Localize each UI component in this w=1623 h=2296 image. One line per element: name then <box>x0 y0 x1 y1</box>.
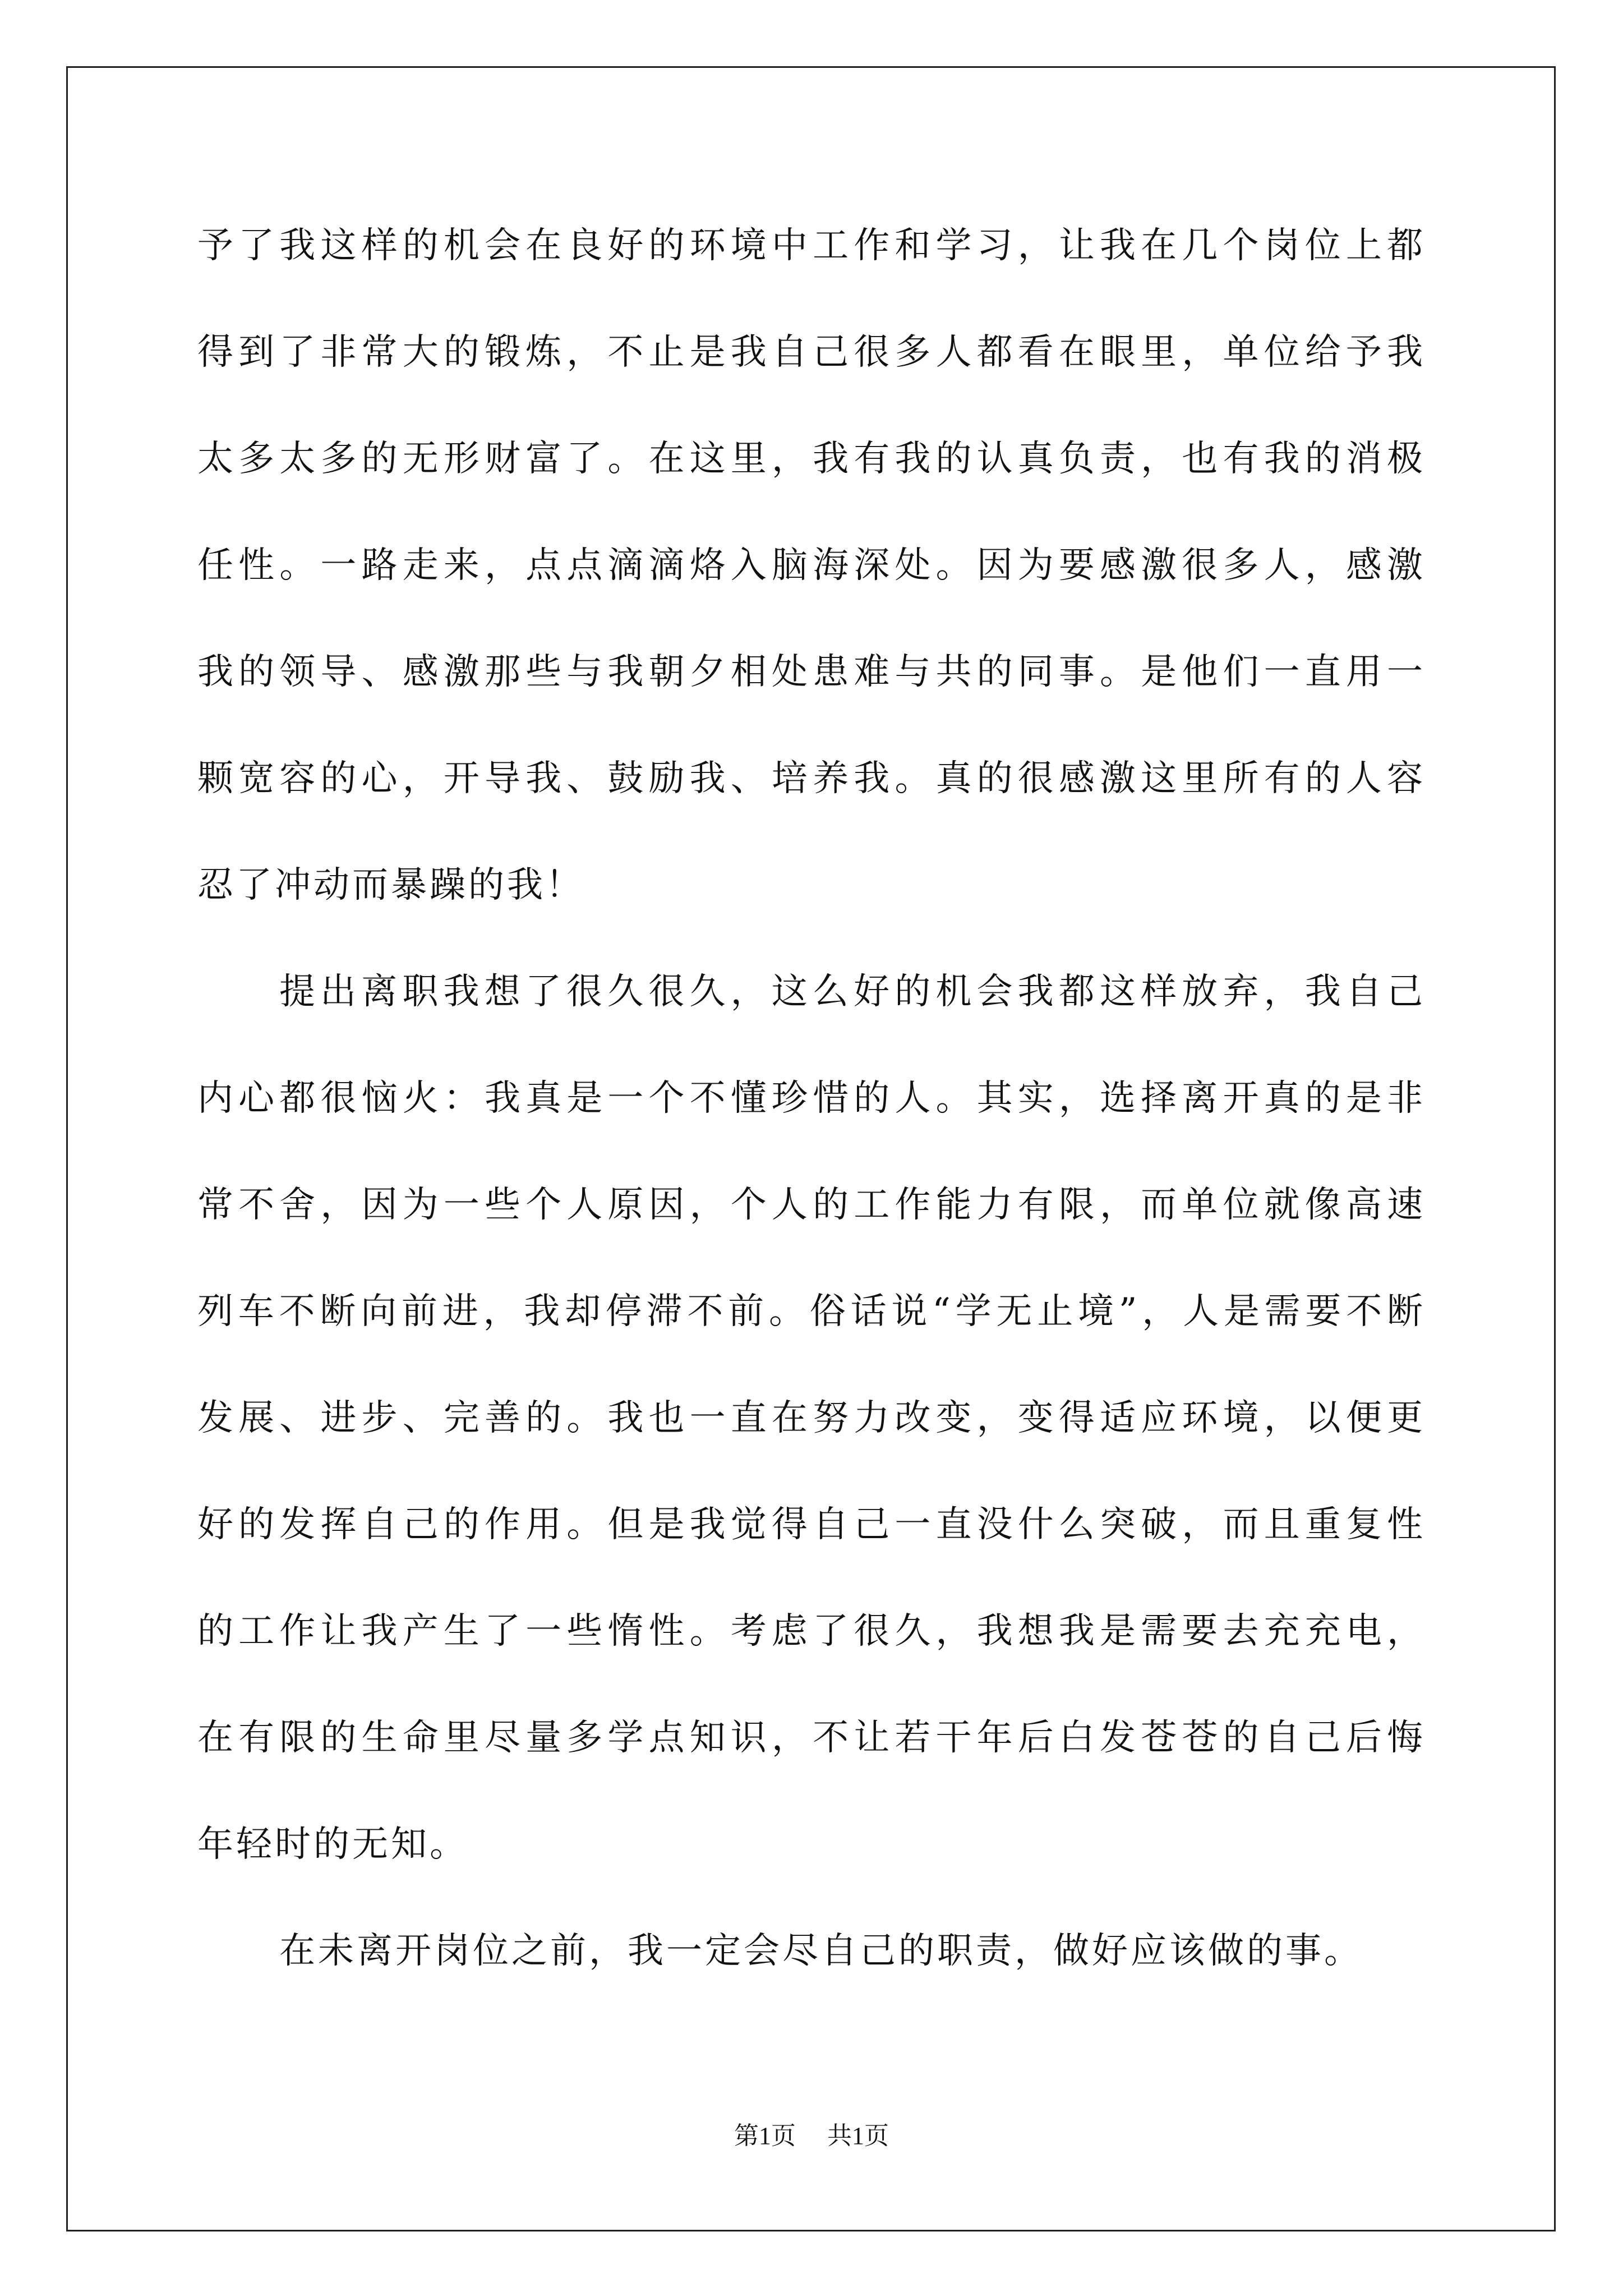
page-number: 第1页 <box>734 2122 796 2150</box>
text-line: 我的领导、感激那些与我朝夕相处患难与共的同事。是他们一直用一 <box>197 651 1426 693</box>
text-line: 好的发挥自己的作用。但是我觉得自己一直没什么突破，而且重复性 <box>197 1504 1426 1545</box>
text-line: 忍了冲动而暴躁的我！ <box>197 864 584 906</box>
text-line: 在有限的生命里尽量多学点知识，不让若干年后白发苍苍的自己后悔 <box>197 1717 1426 1759</box>
text-line: 任性。一路走来，点点滴滴烙入脑海深处。因为要感激很多人，感激 <box>197 545 1426 586</box>
text-line: 予了我这样的机会在良好的环境中工作和学习，让我在几个岗位上都 <box>197 225 1426 266</box>
text-line: 年轻时的无知。 <box>197 1824 468 1865</box>
text-line: 内心都很恼火：我真是一个不懂珍惜的人。其实，选择离开真的是非 <box>197 1078 1426 1119</box>
page-total: 共1页 <box>827 2122 889 2150</box>
text-line: 在未离开岗位之前，我一定会尽自己的职责，做好应该做的事。 <box>279 1930 1363 1972</box>
text-line: 的工作让我产生了一些惰性。考虑了很久，我想我是需要去充充电， <box>197 1611 1426 1652</box>
text-line: 颗宽容的心，开导我、鼓励我、培养我。真的很感激这里所有的人容 <box>197 758 1426 799</box>
text-line: 太多太多的无形财富了。在这里，我有我的认真负责，也有我的消极 <box>197 438 1426 480</box>
text-line: 提出离职我想了很久很久，这么好的机会我都这样放弃，我自己 <box>279 971 1426 1013</box>
page-footer <box>0 2119 1623 2153</box>
text-line: 得到了非常大的锻炼，不止是我自己很多人都看在眼里，单位给予我 <box>197 332 1426 373</box>
text-line: 常不舍，因为一些个人原因，个人的工作能力有限，而单位就像高速 <box>197 1184 1426 1226</box>
document-body <box>197 212 1426 2024</box>
text-line: 列车不断向前进，我却停滞不前。俗话说“学无止境”，人是需要不断 <box>197 1291 1426 1332</box>
text-line: 发展、进步、完善的。我也一直在努力改变，变得适应环境，以便更 <box>197 1397 1426 1439</box>
